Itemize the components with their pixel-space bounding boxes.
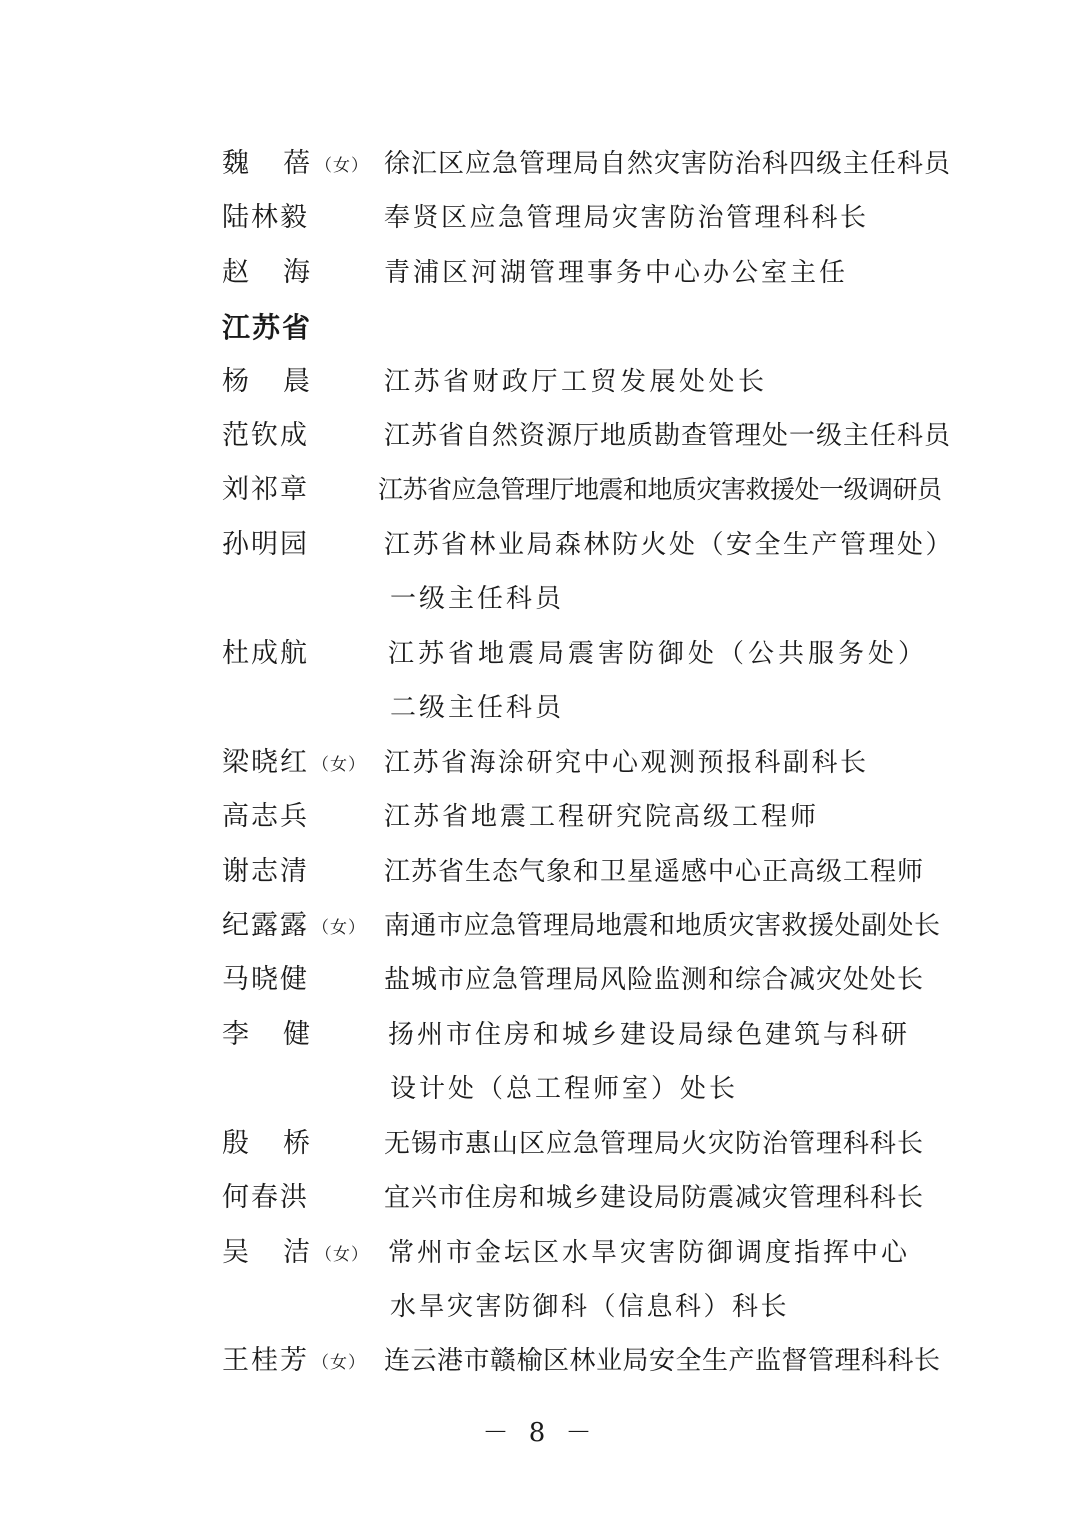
position-title-continued: 一级主任科员 <box>390 584 565 614</box>
position-title: 江苏省自然资源厅地质勘查管理处一级主任科员 <box>384 421 952 451</box>
person-name: 高志兵 <box>222 801 309 832</box>
position-title: 江苏省林业局森林防火处（安全生产管理处） <box>384 530 955 560</box>
gender-note: （女） <box>312 918 366 938</box>
position-title: 江苏省财政厅工贸发展处处长 <box>384 367 768 397</box>
person-name: 谢志清 <box>222 856 309 887</box>
gender-note: （女） <box>312 755 366 775</box>
list-item <box>0 355 1080 409</box>
list-item-continuation <box>0 1280 1080 1334</box>
list-item <box>0 1008 1080 1062</box>
person-name: 梁晓红 （女） <box>222 747 366 778</box>
list-item <box>0 627 1080 681</box>
person-name: 孙明园 <box>222 529 309 560</box>
person-name: 陆林毅 <box>222 202 309 233</box>
list-item <box>0 463 1080 517</box>
person-name: 纪露露 （女） <box>222 910 366 941</box>
list-item <box>0 246 1080 300</box>
person-name: 王桂芳 （女） <box>222 1345 366 1376</box>
position-title: 青浦区河湖管理事务中心办公室主任 <box>384 258 849 288</box>
position-title: 南通市应急管理局地震和地质灾害救援处副处长 <box>384 911 941 941</box>
person-name: 杜成航 <box>222 638 309 669</box>
list-item <box>0 953 1080 1007</box>
position-title: 江苏省地震工程研究院高级工程师 <box>384 802 820 832</box>
person-name: 范钦成 <box>222 420 309 451</box>
position-title: 江苏省海涂研究中心观测预报科副科长 <box>384 748 869 778</box>
list-item <box>0 790 1080 844</box>
position-title: 常州市金坛区水旱灾害防御调度指挥中心 <box>388 1238 911 1268</box>
page-number: － 8 － <box>482 1418 598 1448</box>
position-title-continued: 设计处（总工程师室）处长 <box>390 1074 739 1104</box>
list-item <box>0 1334 1080 1388</box>
person-name: 马晓健 <box>222 964 309 995</box>
list-item <box>0 409 1080 463</box>
gender-note: （女） <box>312 1353 366 1373</box>
gender-note: （女） <box>315 1245 369 1265</box>
position-title: 江苏省地震局震害防御处（公共服务处） <box>388 639 929 669</box>
person-name: 殷 桥 <box>222 1128 312 1159</box>
list-item <box>0 518 1080 572</box>
person-name: 杨 晨 <box>222 366 312 397</box>
list-item <box>0 845 1080 899</box>
person-name: 李 健 <box>222 1019 312 1050</box>
gender-note: （女） <box>315 156 369 176</box>
list-item <box>0 137 1080 191</box>
position-title: 宜兴市住房和城乡建设局防震减灾管理科科长 <box>384 1183 925 1213</box>
list-item <box>0 736 1080 790</box>
position-title-continued: 二级主任科员 <box>390 693 565 723</box>
position-title: 奉贤区应急管理局灾害防治管理科科长 <box>384 203 869 233</box>
person-name: 吴 洁 （女） <box>222 1237 369 1268</box>
person-name: 何春洪 <box>222 1182 309 1213</box>
position-title: 盐城市应急管理局风险监测和综合减灾处处长 <box>384 965 925 995</box>
person-name: 刘祁章 <box>222 474 309 505</box>
list-item <box>0 1171 1080 1225</box>
position-title: 连云港市赣榆区林业局安全生产监督管理科科长 <box>384 1346 941 1376</box>
person-name: 赵 海 <box>222 257 312 288</box>
list-item <box>0 191 1080 245</box>
list-item-continuation <box>0 681 1080 735</box>
position-title: 江苏省生态气象和卫星遥感中心正高级工程师 <box>384 857 925 887</box>
section-heading: 江苏省 <box>222 311 313 344</box>
person-name: 魏 蓓 （女） <box>222 148 369 179</box>
list-item-continuation <box>0 572 1080 626</box>
position-title: 扬州市住房和城乡建设局绿色建筑与科研 <box>388 1020 911 1050</box>
list-item <box>0 1226 1080 1280</box>
position-title-continued: 水旱灾害防御科（信息科）科长 <box>390 1292 790 1322</box>
position-title: 徐汇区应急管理局自然灾害防治科四级主任科员 <box>384 149 952 179</box>
list-item <box>0 1117 1080 1171</box>
position-title: 江苏省应急管理厅地震和地质灾害救援处一级调研员 <box>378 475 942 504</box>
list-item-continuation <box>0 1062 1080 1116</box>
position-title: 无锡市惠山区应急管理局火灾防治管理科科长 <box>384 1129 925 1159</box>
list-item <box>0 899 1080 953</box>
